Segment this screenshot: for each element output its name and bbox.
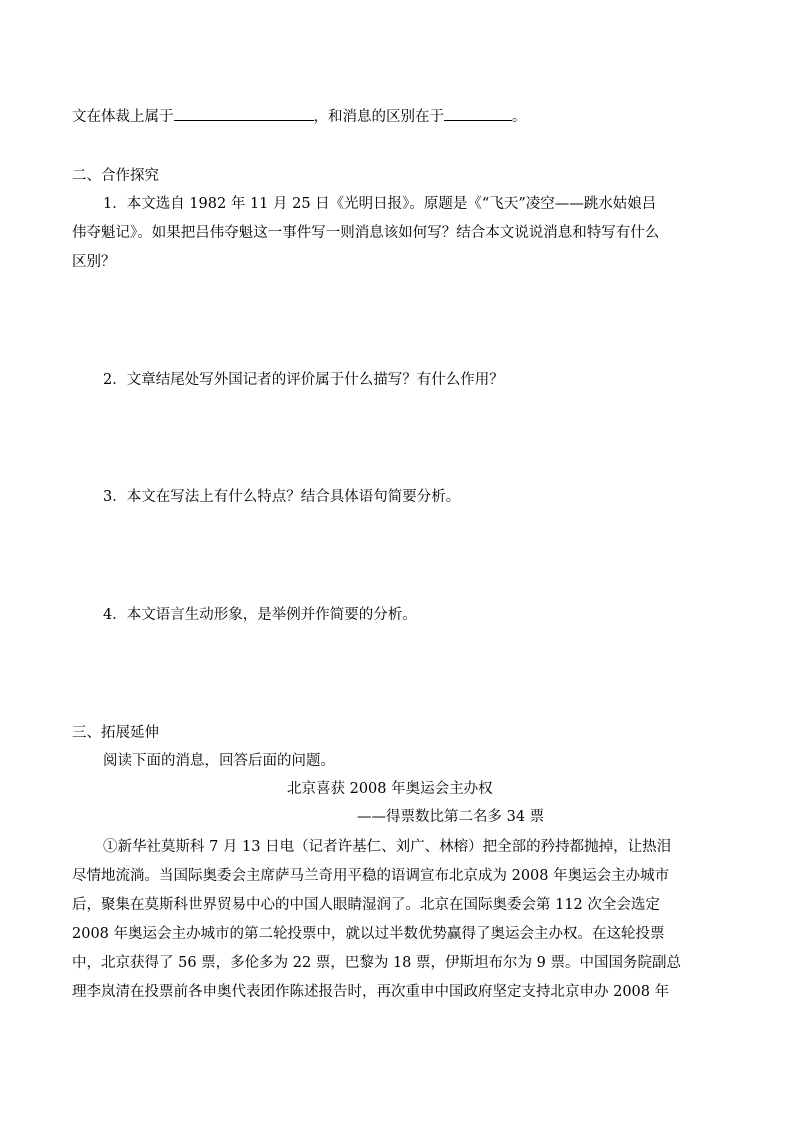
question-2: 2．文章结尾处写外国记者的评价属于什么描写？有什么作用？ (103, 372, 504, 388)
section-2-heading: 二、合作探究 (72, 168, 159, 184)
question-3: 3．本文在写法上有什么特点？结合具体语句简要分析。 (103, 489, 461, 505)
news-subtitle: ——得票数比第二名多 34 票 (357, 809, 545, 825)
question-1-line-3: 区别？ (72, 254, 116, 270)
intro-end: 。 (512, 109, 527, 125)
news-paragraph-line-3: 后，聚集在莫斯科世界贸易中心的中国人眼睛湿润了。北京在国际奥委会第 112 次全会选定 (72, 897, 660, 913)
question-4: 4．本文语言生动形象，是举例并作简要的分析。 (103, 607, 417, 623)
reading-instruction: 阅读下面的消息，回答后面的问题。 (103, 753, 335, 769)
news-paragraph-line-2: 尽情地流淌。当国际奥委会主席萨马兰奇用平稳的语调宣布北京成为 2008 年奥运会主办城市 (72, 868, 670, 884)
section-3-heading: 三、拓展延伸 (72, 725, 159, 741)
news-title: 北京喜获 2008 年奥运会主办权 (287, 781, 493, 797)
question-1-line-1: 1．本文选自 1982 年 11 月 25 日《光明日报》。原题是《“飞天”凌空——跳水姑娘吕 (103, 196, 657, 212)
news-paragraph-line-4: 2008 年奥运会主办城市的第二轮投票中，就以过半数优势赢得了奥运会主办权。在这轮投票 (72, 926, 665, 942)
intro-prefix: 文在体裁上属于 (72, 109, 174, 125)
news-paragraph-line-6: 理李岚清在投票前各申奥代表团作陈述报告时，再次重申中国政府坚定支持北京申办 2008 年 (72, 984, 670, 1000)
difference-blank[interactable] (444, 106, 512, 121)
genre-blank[interactable] (174, 106, 314, 121)
news-paragraph-line-5: 中，北京获得了 56 票，多伦多为 22 票，巴黎为 18 票，伊斯坦布尔为 9 票。中国国务院副总 (72, 955, 681, 971)
question-1-line-2: 伟夺魁记》。如果把吕伟夺魁这一事件写一则消息该如何写？结合本文说说消息和特写有什么 (72, 225, 660, 241)
intro-middle: ，和消息的区别在于 (313, 109, 444, 125)
intro-fill-in-line (72, 106, 527, 126)
news-paragraph-line-1: ①新华社莫斯科 7 月 13 日电（记者许基仁、刘广、林榕）把全部的矜持都抛掉，让热泪 (103, 839, 672, 855)
